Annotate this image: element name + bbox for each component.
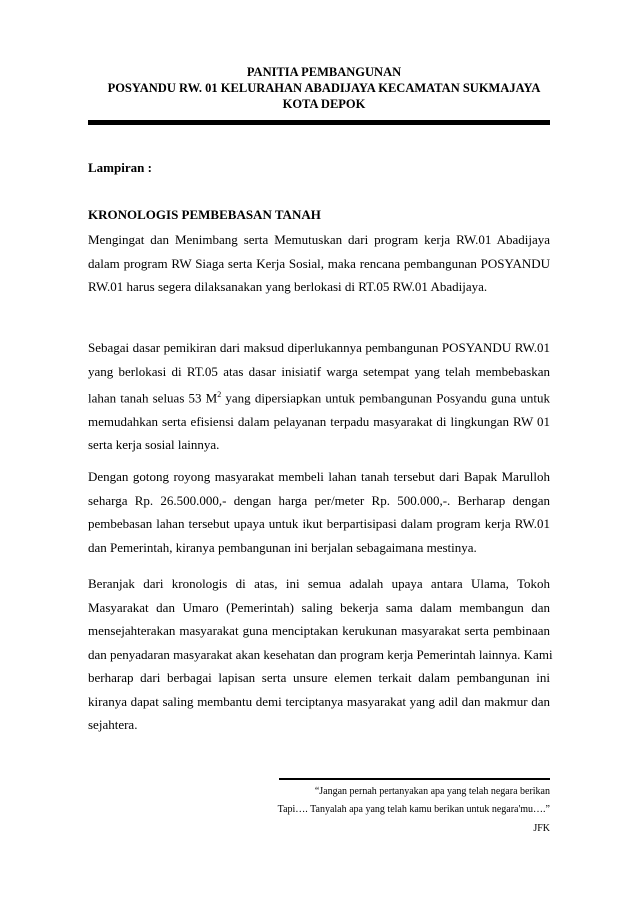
- area-text-continued: yang dipersiapkan untuk pembangunan Posyandu guna untuk: [221, 390, 550, 406]
- paragraph-line: Mengingat dan Menimbang serta Memutuskan dari program kerja RW.01 Abadijaya: [88, 232, 550, 247]
- quote-attribution: JFK: [533, 823, 550, 834]
- letterhead-org: PANITIA PEMBANGUNAN: [246, 65, 402, 79]
- paragraph-line: Dengan gotong royong masyarakat membeli lahan tanah tersebut dari Bapak Marulloh: [88, 469, 550, 484]
- quote-line-1: “Jangan pernah pertanyakan apa yang telah negara berikan: [314, 786, 550, 797]
- area-superscript: 2: [217, 390, 222, 399]
- paragraph-line: mensejahterakan masyarakat guna menciptakan kerukunan masyarakat serta pembinaan: [88, 623, 550, 638]
- paragraph-line: yang berlokasi di RT.05 atas dasar inisiatif warga setempat yang telah membebaskan: [88, 363, 550, 379]
- paragraph-line: serta kerja sosial lainnya.: [88, 437, 220, 453]
- letterhead: [80, 64, 568, 112]
- paragraph-line: RW.01 harus segera dilaksanakan yang berlokasi di RT.05 RW.01 Abadijaya.: [88, 279, 488, 294]
- quote-line-2: Tapi…. Tanyalah apa yang telah kamu berikan untuk negara'mu….”: [277, 804, 550, 815]
- paragraph-line: dan penyadaran masyarakat akan kesehatan dan program kerja Pemerintah lainnya. Kami: [88, 646, 553, 662]
- paragraph-line: dalam program RW Siaga serta Kerja Sosial, maka rencana pembangunan POSYANDU: [88, 255, 550, 271]
- header-divider: [88, 120, 550, 125]
- paragraph-line: Beranjak dari kronologis di atas, ini semua adalah upaya antara Ulama, Tokoh: [88, 576, 550, 591]
- paragraph-4: [88, 572, 553, 737]
- letterhead-city: KOTA DEPOK: [282, 97, 366, 111]
- paragraph-line: dan Pemerintah, kiranya pembangunan ini berjalan sebagaimana mestinya.: [88, 539, 477, 555]
- attachment-label: Lampiran :: [88, 160, 152, 175]
- section-title: KRONOLOGIS PEMBEBASAN TANAH: [88, 207, 321, 222]
- paragraph-line: memudahkan serta efisiensi dalam pelayanan terpadu masyarakat di lingkungan RW 01: [88, 413, 550, 429]
- paragraph-line-with-superscript: [88, 383, 550, 410]
- quote-divider: [279, 778, 550, 780]
- paragraph-line: kiranya dapat saling membantu demi terciptanya masyarakat yang adil dan makmur dan: [88, 693, 550, 709]
- paragraph-line: Masyarakat dan Umaro (Pemerintah) saling bekerja sama dalam membangun dan: [88, 599, 550, 615]
- area-text: lahan tanah seluas 53 M: [88, 390, 218, 406]
- paragraph-line: seharga Rp. 26.500.000,- dengan harga per/meter Rp. 500.000,-. Berharap dengan: [88, 492, 550, 508]
- paragraph-1: [88, 228, 550, 299]
- paragraph-line: Sebagai dasar pemikiran dari maksud diperlukannya pembangunan POSYANDU RW.01: [88, 340, 550, 355]
- paragraph-line: berharap dari berbagai lapisan serta unsure elemen terkait dalam pembangunan ini: [88, 670, 550, 685]
- paragraph-line: sejahtera.: [88, 717, 138, 732]
- letterhead-location: POSYANDU RW. 01 KELURAHAN ABADIJAYA KECAMATAN SUKMAJAYA: [107, 81, 541, 95]
- paragraph-line: pembebasan lahan tersebut upaya untuk ikut berpartisipasi dalam program kerja RW.01: [88, 516, 550, 531]
- footer-quote: [270, 785, 550, 835]
- paragraph-3: [88, 465, 550, 559]
- paragraph-2: [88, 336, 550, 457]
